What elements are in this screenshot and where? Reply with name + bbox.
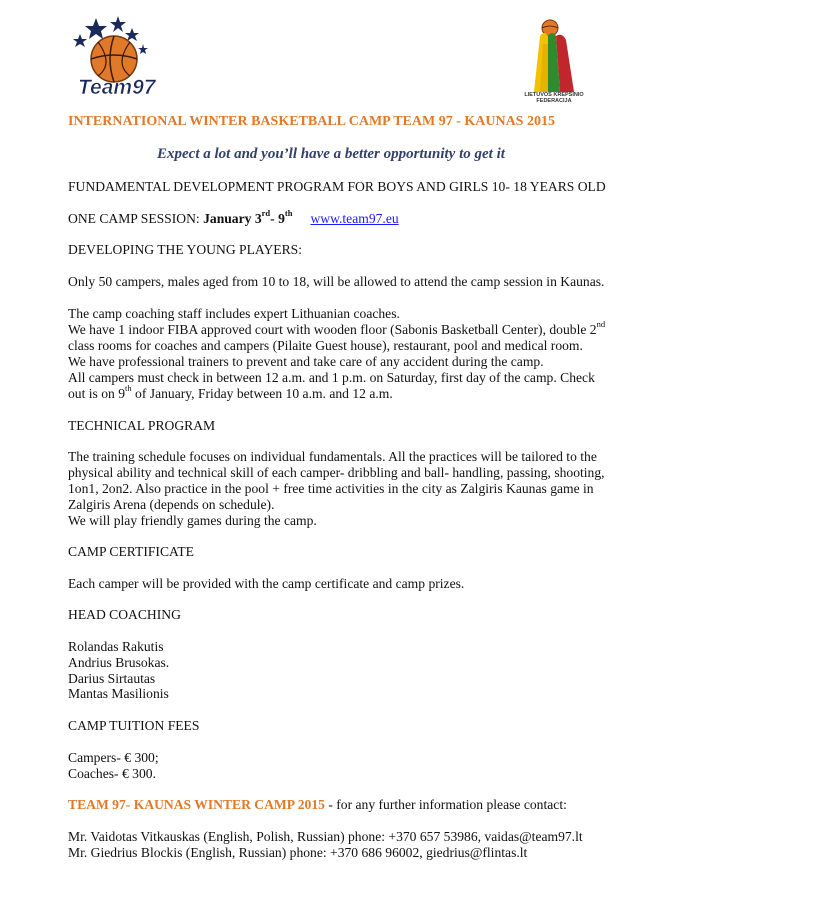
technical-line-4: Zalgiris Arena (depends on schedule). (68, 497, 275, 512)
contact-rest: - for any further information please contact: (324, 797, 567, 812)
developing-line-2-text: We have 1 indoor FIBA approved court with wooden floor (Sabonis Basketball Center), double 2 (68, 322, 597, 337)
developing-line-2-sup: nd (596, 319, 606, 330)
certificate-text: Each camper will be provided with the camp certificate and camp prizes. (68, 576, 465, 591)
contact-line (68, 797, 567, 813)
technical-line-3: 1on1, 2on2. Also practice in the pool + free time activities in the city as Zalgiris Kaunas game in (68, 481, 594, 496)
logo-right-caption-2: FEDERACIJA (536, 98, 572, 104)
certificate-heading: CAMP CERTIFICATE (68, 544, 194, 559)
program-line: FUNDAMENTAL DEVELOPMENT PROGRAM FOR BOYS AND GIRLS 10- 18 YEARS OLD (68, 179, 606, 194)
session-label: ONE CAMP SESSION: (68, 211, 204, 226)
developing-line-6 (68, 383, 393, 402)
coach-name: Darius Sirtautas (68, 671, 156, 686)
technical-line-5: We will play friendly games during the camp. (68, 513, 317, 528)
slogan: Expect a lot and you’ll have a better opportunity to get it (157, 146, 505, 162)
fees-heading: CAMP TUITION FEES (68, 718, 200, 733)
coach-name: Rolandas Rakutis (68, 639, 164, 654)
logo-right-caption-1: LIETUVOS KREPŠINIO (524, 92, 584, 98)
developing-line-6-b: of January, Friday between 10 a.m. and 12 a.m. (131, 386, 393, 401)
coach-name: Andrius Brusokas. (68, 655, 170, 670)
developing-line-3: class rooms for coaches and campers (Pilaite Guest house), restaurant, pool and medical room. (68, 338, 583, 353)
fees-campers: Campers- € 300; (68, 750, 159, 765)
lkf-logo (520, 18, 588, 104)
developing-heading: DEVELOPING THE YOUNG PLAYERS: (68, 242, 302, 257)
coach-name: Mantas Masilionis (68, 686, 169, 701)
session-date-start: January 3 (203, 211, 262, 226)
contact-person-1: Mr. Vaidotas Vitkauskas (English, Polish, Russian) phone: +370 657 53986, vaidas@team97.lt (68, 829, 583, 844)
developing-line-2 (68, 319, 606, 338)
developing-line-1: The camp coaching staff includes expert Lithuanian coaches. (68, 306, 400, 321)
fees-coaches: Coaches- € 300. (68, 766, 156, 781)
session-line (68, 208, 399, 227)
developing-paragraph: Only 50 campers, males aged from 10 to 18, will be allowed to attend the camp session in Kaunas. (68, 274, 605, 289)
technical-heading: TECHNICAL PROGRAM (68, 418, 216, 433)
technical-line-1: The training schedule focuses on individual fundamentals. All the practices will be tailored to the (68, 449, 597, 464)
team97-logo (68, 14, 160, 104)
session-sup-end: th (284, 208, 293, 219)
logo-left-text: Team97 (78, 76, 156, 99)
contact-person-2: Mr. Giedrius Blockis (English, Russian) phone: +370 686 96002, giedrius@flintas.lt (68, 845, 528, 860)
developing-line-6-sup: th (125, 383, 132, 394)
coaching-heading: HEAD COACHING (68, 607, 181, 622)
developing-line-4: We have professional trainers to prevent and take care of any accident during the camp. (68, 354, 544, 369)
technical-line-2: physical ability and technical skill of each camper- dribbling and ball- handling, passing, shooting, (68, 465, 605, 480)
session-date-sep: - 9 (270, 211, 285, 226)
website-link[interactable]: www.team97.eu (310, 211, 399, 226)
developing-line-5: All campers must check in between 12 a.m. and 1 p.m. on Saturday, first day of the camp. Check (68, 370, 595, 385)
developing-line-6-a: out is on 9 (68, 386, 126, 401)
session-sup-start: rd (261, 208, 271, 219)
contact-camp-name: TEAM 97- KAUNAS WINTER CAMP 2015 (68, 797, 325, 812)
page-title: INTERNATIONAL WINTER BASKETBALL CAMP TEAM 97 - KAUNAS 2015 (68, 114, 555, 129)
